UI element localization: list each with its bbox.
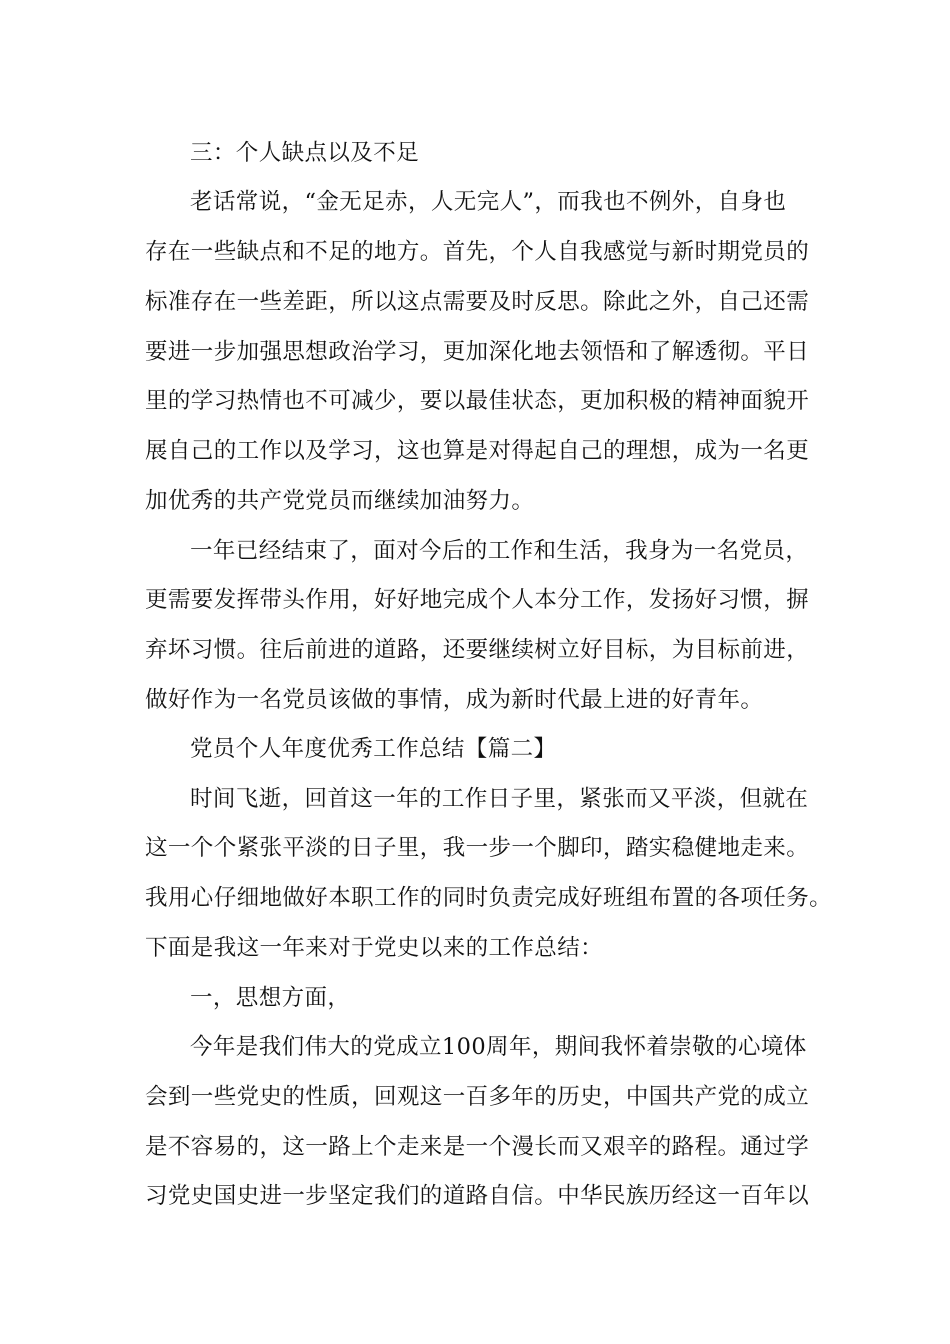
article-title-part-two: 党员个人年度优秀工作总结【篇二】 — [190, 736, 557, 762]
paragraph-line: 是不容易的，这一路上个走来是一个漫长而又艰辛的路程。通过学 — [145, 1134, 810, 1160]
paragraph-line: 今年是我们伟大的党成立100周年，期间我怀着崇敬的心境体 — [190, 1034, 807, 1060]
paragraph-line: 这一个个紧张平淡的日子里，我一步一个脚印，踏实稳健地走来。 — [145, 835, 810, 861]
paragraph-line: 一年已经结束了，面对今后的工作和生活，我身为一名党员， — [190, 538, 809, 564]
paragraph-line: 做好作为一名党员该做的事情，成为新时代最上进的好青年。 — [145, 687, 764, 713]
paragraph-line: 加优秀的共产党党员而继续加油努力。 — [145, 488, 535, 514]
paragraph-line: 存在一些缺点和不足的地方。首先，个人自我感觉与新时期党员的 — [145, 239, 810, 265]
paragraph-line: 我用心仔细地做好本职工作的同时负责完成好班组布置的各项任务。 — [145, 885, 833, 911]
paragraph-line: 弃坏习惯。往后前进的道路，还要继续树立好目标，为目标前进， — [145, 637, 810, 663]
paragraph-line: 更需要发挥带头作用，好好地完成个人本分工作，发扬好习惯，摒 — [145, 587, 810, 613]
paragraph-line: 老话常说，“金无足赤，人无完人”，而我也不例外，自身也 — [190, 189, 787, 215]
paragraph-line: 时间飞逝，回首这一年的工作日子里，紧张而又平淡，但就在 — [190, 786, 809, 812]
paragraph-line: 要进一步加强思想政治学习，更加深化地去领悟和了解透彻。平日 — [145, 339, 810, 365]
paragraph-line: 下面是我这一年来对于党史以来的工作总结： — [145, 935, 604, 961]
paragraph-line: 会到一些党史的性质，回观这一百多年的历史，中国共产党的成立 — [145, 1084, 810, 1110]
section-heading-ideology: 一，思想方面， — [190, 985, 351, 1011]
paragraph-line: 习党史国史进一步坚定我们的道路自信。中华民族历经这一百年以 — [145, 1183, 810, 1209]
paragraph-line: 展自己的工作以及学习，这也算是对得起自己的理想，成为一名更 — [145, 438, 810, 464]
section-heading-shortcomings: 三：个人缺点以及不足 — [190, 140, 420, 166]
paragraph-line: 里的学习热情也不可减少，要以最佳状态，更加积极的精神面貌开 — [145, 388, 810, 414]
paragraph-line: 标准存在一些差距，所以这点需要及时反思。除此之外，自己还需 — [145, 289, 810, 315]
